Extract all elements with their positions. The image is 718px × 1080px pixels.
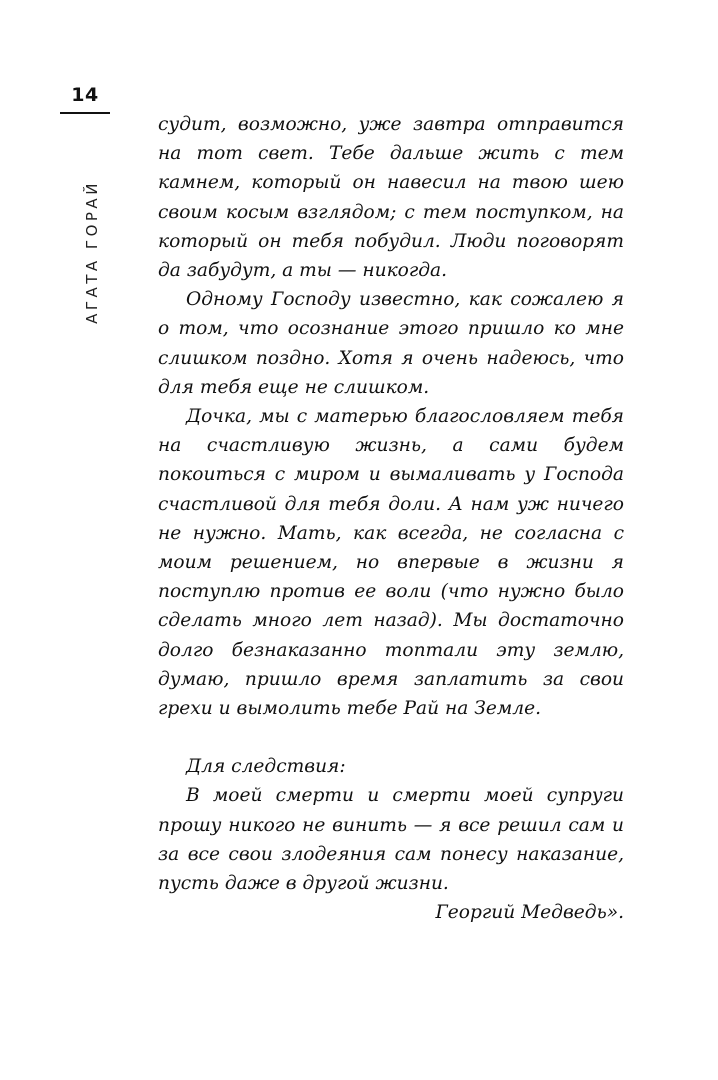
header-rule [60, 112, 110, 114]
paragraph-2: Одному Господу известно, как сожалею я о том, что осознание этого пришло ко мне слишком поздно. Хотя я очень надеюсь, что для тебя еще не слишком. [158, 289, 624, 398]
body-text [158, 110, 624, 927]
paragraph-gap [158, 723, 624, 752]
page-number: 14 [71, 84, 99, 106]
paragraph-3: Дочка, мы с матерью благословляем тебя на счастливую жизнь, а сами будем покоиться с миром и вымаливать у Господа счастливой для тебя доли. А нам уж ничего не нужно. Мать, как всегда, не согласна с моим решением, но впервые в жизни я поступлю против ее воли (что нужно было сделать много лет назад). Мы достаточно долго безнаказанно топтали эту землю, думаю, пришло время заплатить за свои грехи и вымолить тебе Рай на Земле. [158, 406, 624, 720]
paragraph-1: судит, возможно, уже завтра отправится на тот свет. Тебе дальше жить с тем камнем, который он навесил на твою шею своим косым взглядом; с тем поступком, на который он тебя побудил. Люди поговорят да забудут, а ты — никогда. [158, 114, 624, 282]
signature: Георгий Медведь». [435, 902, 624, 924]
running-head-author: АГАТА ГОРАЙ [83, 180, 101, 324]
paragraph-4: В моей смерти и смерти моей супруги прошу никого не винить — я все решил сам и за все свои злодеяния сам понесу наказание, пусть даже в другой жизни. [158, 785, 624, 895]
investigation-heading: Для следствия: [186, 756, 346, 778]
